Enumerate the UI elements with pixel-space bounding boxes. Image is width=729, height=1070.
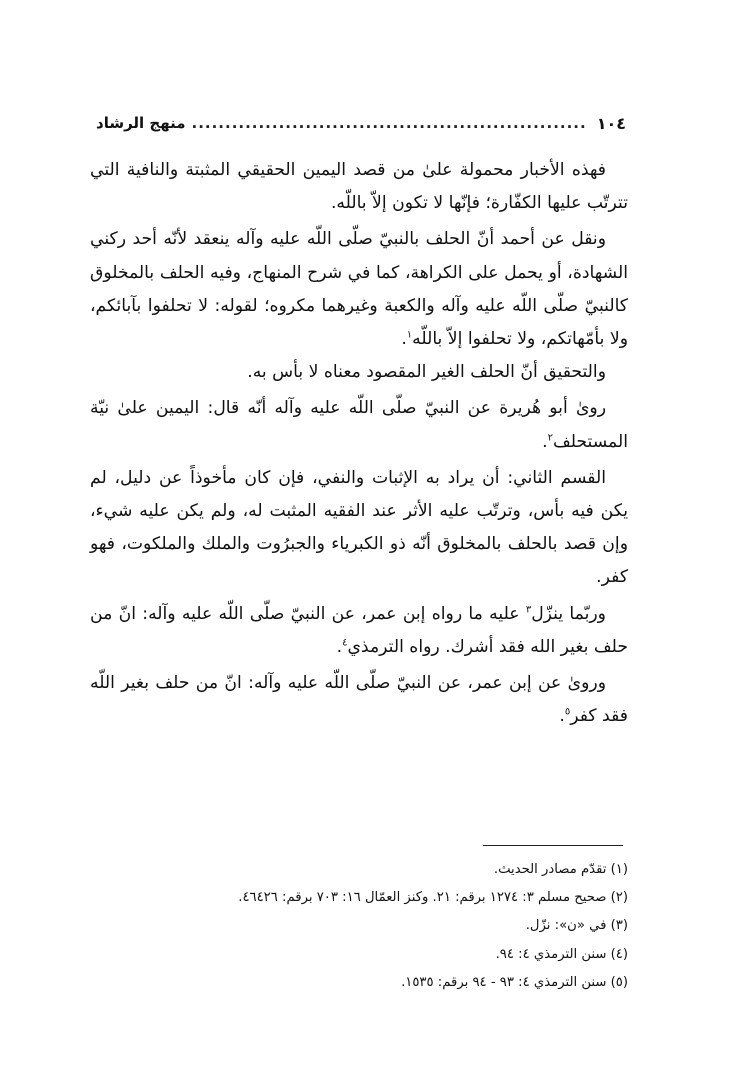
footnote-item: (٣) في «ن»: نزّل. — [525, 918, 628, 934]
paragraph-text: والتحقيق أنّ الحلف الغير المقصود معناه لا بأس به. — [247, 362, 606, 383]
footnote-marker: ٥ — [564, 706, 571, 718]
footnote-item: (١) تقدّم مصادر الحديث. — [493, 862, 628, 877]
footnote-marker: ١ — [406, 329, 413, 341]
footnote-marker: ٢ — [547, 431, 553, 443]
leader-dots — [192, 114, 587, 132]
footnote-marker: ٣ — [525, 603, 532, 615]
book-title: منهج الرشاد — [96, 114, 186, 132]
paragraph: وروىٰ عن إبن عمر، عن النبيّ صلّى اللّه عليه وآله: انّ من حلف بغير اللّه فقد كفر$^٥$. — [90, 673, 628, 727]
paragraph — [90, 462, 628, 595]
paragraph-text: القسم الثاني: أن يراد به الإثبات والنفي، فإن كان مأخوذاً عن دليل، لم يكن فيه بأس، وترتّب عليه الأثر عند الفقيه المثبت له، ولم يكن عليه شيء، وإن قصد بالحلف بالمخلوق أنّه ذو الكبرياء والجبرُوت والملك والملكوت، فهو كفر. — [90, 467, 628, 588]
footnote-separator — [483, 845, 623, 846]
paragraph: ونقل عن أحمد أنّ الحلف بالنبيّ صلّى اللّه عليه وآله ينعقد لأنّه أحد ركني الشهادة، أو يحمل على الكراهة، كما في شرح المنهاج، وفيه الحلف بالمخلوق كالنبيّ صلّى اللّه عليه وآله والكعبة وغيرهما مكروه؛ لقوله: لا تحلفوا بآبائكم، ولا بأمّهاتكم، ولا تحلفوا إلاّ باللّه$^١$. — [90, 229, 628, 350]
paragraph-text: وربّما ينزّل — [531, 603, 606, 624]
footnote-item: (٥) سنن الترمذي ٤: ٩٣ - ٩٤ برقم: ١٥٣٥. — [401, 974, 628, 990]
paragraph-text: وروىٰ عن إبن عمر، عن النبيّ صلّى اللّه عليه وآله: انّ من حلف بغير اللّه فقد كفر — [90, 673, 628, 727]
running-header — [96, 111, 626, 135]
paragraph — [90, 154, 628, 220]
paragraph-text: عليه ما رواه إبن عمر، عن النبيّ صلّى اللّه عليه وآله: انّ من حلف بغير الله فقد أشرك. رواه الترمذي — [90, 603, 628, 657]
footnote-item: (٢) صحيح مسلم ٣: ١٢٧٤ برقم: ٢١. وكنز العمّال ١٦: ٧٠٣ برقم: ٤٦٤٢٦. — [238, 890, 628, 906]
footnote-item: (٤) سنن الترمذي ٤: ٩٤. — [495, 946, 628, 962]
paragraph-text: روىٰ أبو هُريرة عن النبيّ صلّى اللّه عليه وآله أنّه قال: اليمين علىٰ نيّة المستحلف — [90, 398, 628, 452]
body-text — [90, 154, 628, 733]
page-number: ١٠٤ — [596, 113, 626, 133]
paragraph: روىٰ أبو هُريرة عن النبيّ صلّى اللّه عليه وآله أنّه قال: اليمين علىٰ نيّة المستحلف$^٢$. — [90, 398, 628, 452]
footnote-marker: ٤ — [342, 637, 348, 649]
paragraph — [90, 356, 628, 389]
paragraph-text: فهذه الأخبار محمولة علىٰ من قصد اليمين الحقيقي المثبتة والنافية التي تترتّب عليها الكفّارة؛ فإنّها لا تكون إلاّ باللّه. — [90, 160, 628, 214]
footnotes — [90, 856, 628, 997]
paragraph-text: ونقل عن أحمد أنّ الحلف بالنبيّ صلّى اللّه عليه وآله ينعقد لأنّه أحد ركني الشهادة، أو يحمل على الكراهة، كما في شرح المنهاج، وفيه الحلف بالمخلوق كالنبيّ صلّى اللّه عليه وآله والكعبة وغيرهما مكروه؛ لقوله: لا تحلفوا بآبائكم، ولا بأمّهاتكم، ولا تحلفوا إلاّ باللّه — [90, 229, 628, 350]
paragraph: وربّما ينزّل$^٣$ عليه ما رواه إبن عمر، عن النبيّ صلّى اللّه عليه وآله: انّ من حلف بغير الله فقد أشرك. رواه الترمذي$^٤$. — [90, 603, 628, 657]
